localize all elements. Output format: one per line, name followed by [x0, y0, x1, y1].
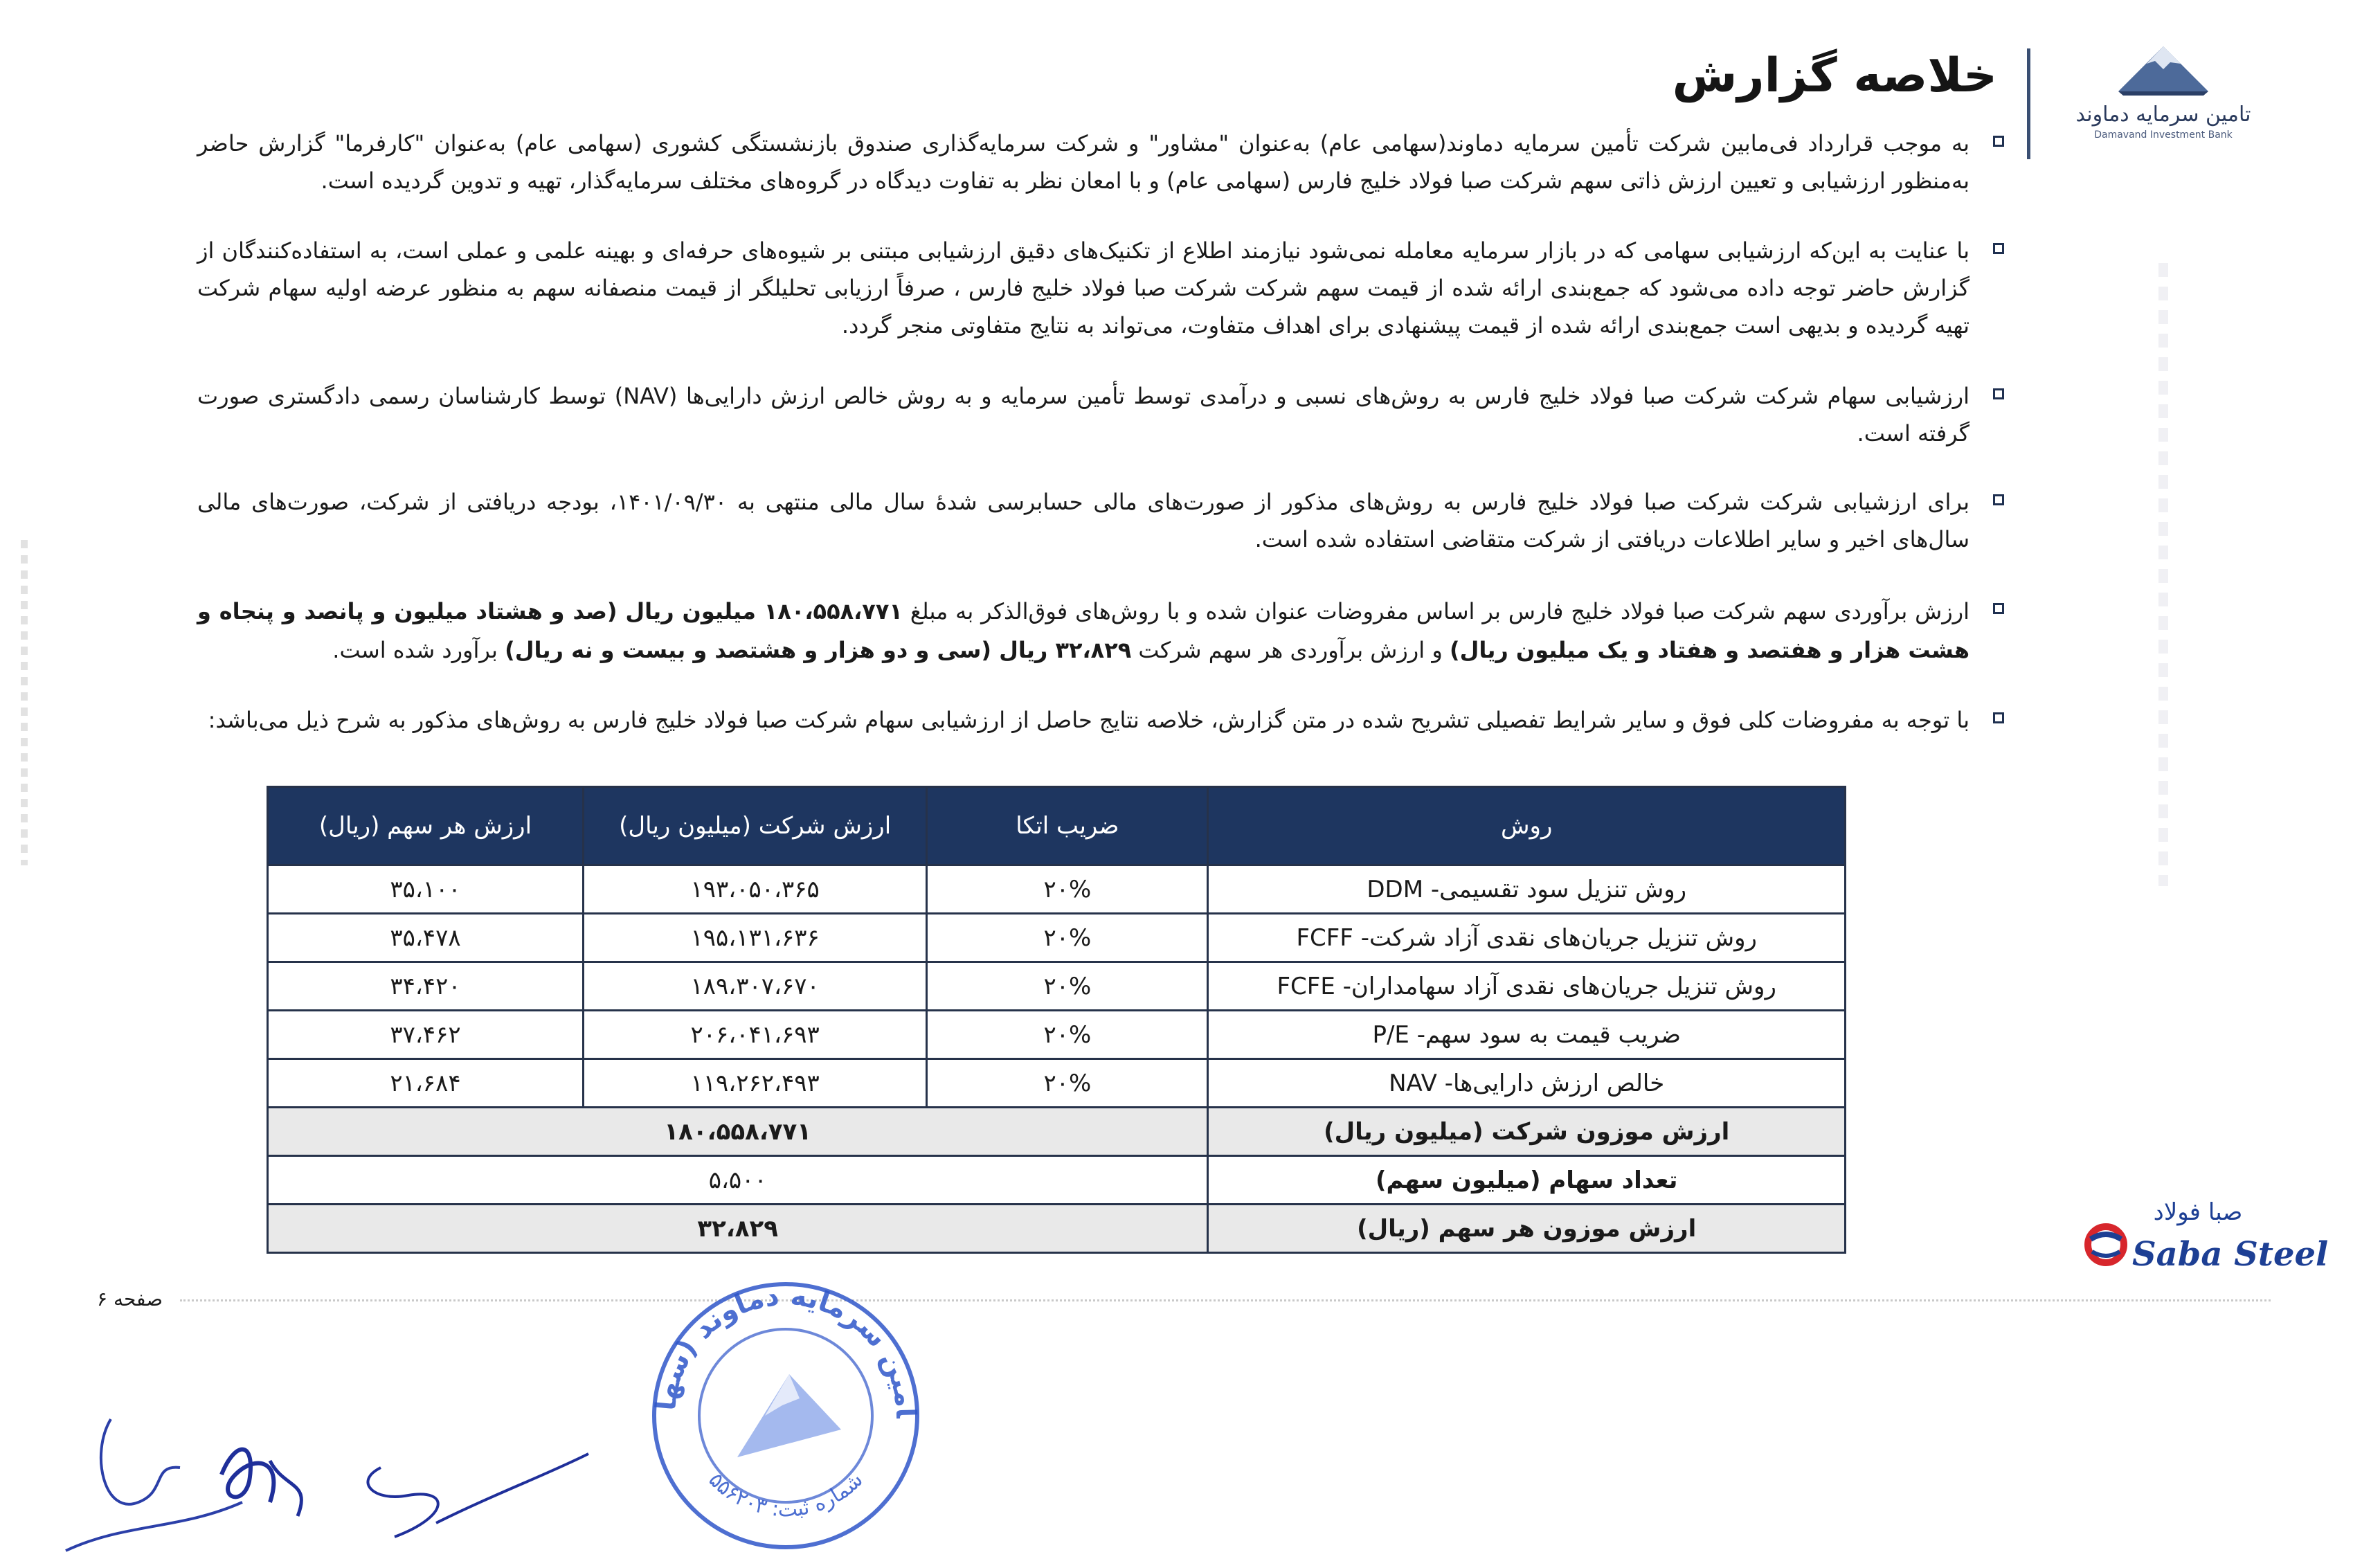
summary-row-share-count: [268, 1156, 1846, 1205]
summary-label: ارزش موزون هر سهم (ریال): [1208, 1205, 1846, 1253]
damavand-logo: [2059, 43, 2267, 141]
valuation-summary-table: [267, 786, 1846, 1254]
stamp-text: امین سرمایه دماوند (سها: [650, 1279, 922, 1419]
bullet-icon: [1993, 136, 2004, 147]
signatures: [62, 1398, 602, 1560]
svg-text:شماره ثبت: ۵۵۶۲۰۳: [703, 1468, 867, 1522]
header-share-value: ارزش هر سهم (ریال): [268, 787, 584, 865]
paragraph-methods: [197, 377, 1969, 452]
cell-weight: ۲۰%: [927, 865, 1208, 914]
cell-method: ضریب قیمت به سود سهم- P/E: [1208, 1011, 1846, 1059]
summary-row-weighted-company-value: [268, 1108, 1846, 1156]
cell-method: روش تنزیل سود تقسیمی- DDM: [1208, 865, 1846, 914]
summary-row-weighted-share-value: [268, 1205, 1846, 1253]
saba-steel-logo: [2084, 1191, 2329, 1281]
cell-weight: ۲۰%: [927, 962, 1208, 1011]
cell-weight: ۲۰%: [927, 914, 1208, 962]
valuation-text-1: ارزش برآوردی سهم شرکت صبا فولاد خلیج فارس بر اساس مفروضات عنوان شده و با روش‌های فوق‌الذکر به مبلغ: [902, 598, 1970, 624]
cell-weight: ۲۰%: [927, 1011, 1208, 1059]
valuation-per-share: ۳۲،۸۲۹ ریال (سی و دو هزار و هشتصد و بیست و نه ریال): [505, 637, 1132, 663]
cell-method: روش تنزیل جریان‌های نقدی آزاد سهامداران- FCFE: [1208, 962, 1846, 1011]
paragraph-sources: [197, 483, 1969, 558]
background-watermark: [2153, 263, 2174, 886]
header-company-value: ارزش شرکت (میلیون ریال): [583, 787, 926, 865]
company-stamp: [633, 1256, 938, 1564]
valuation-text-3: برآورد شده است.: [332, 637, 505, 663]
cell-share-value: ۳۵،۱۰۰: [268, 865, 584, 914]
table-row: [268, 1011, 1846, 1059]
page-title: خلاصه گزارش: [1672, 48, 1997, 103]
summary-value: ۱۸۰،۵۵۸،۷۷۱: [268, 1108, 1208, 1156]
cell-company-value: ۱۹۵،۱۳۱،۶۳۶: [583, 914, 926, 962]
summary-label: تعداد سهام (میلیون سهم): [1208, 1156, 1846, 1205]
bullet-icon: [1993, 603, 2004, 614]
paragraph-text: با توجه به مفروضات کلی فوق و سایر شرایط تفصیلی تشریح شده در متن گزارش، خلاصه نتایج حاصل از ارزشیابی سهام شرکت صبا فولاد خلیج فارس به روش‌های مذکور به شرح ذیل می‌باشد:: [208, 707, 1969, 733]
cell-method: خالص ارزش دارایی‌ها- NAV: [1208, 1059, 1846, 1108]
bullet-icon: [1993, 243, 2004, 254]
header-method: روش: [1208, 787, 1846, 865]
paragraph-text: با عنایت به این‌که ارزشیابی سهامی که در بازار سرمایه معامله نمی‌شود نیازمند اطلاع از تکنیک‌های دقیق ارزشیابی مبتنی بر شیوه‌های حرفه‌ای و بهینه علمی و عملی است، به استفاده‌کنندگان از گزارش حاضر توجه داده می‌شود که جمع‌بندی ارائه شده از قیمت سهم شرکت شرکت صبا فولاد خلیج فارس ، صرفاً ارزیابی تحلیلگر از قیمت منصفانه سهم به منظور عرضه اولیه سهام شرکت تهیه گردیده و بدیهی است جمع‌بندی ارائه شده از قیمت پیشنهادی برای اهداف متفاوت، می‌تواند به نتایج متفاوتی منجر گردد.: [197, 237, 1969, 339]
summary-label: ارزش موزون شرکت (میلیون ریال): [1208, 1108, 1846, 1156]
valuation-text-2: و ارزش برآوردی هر سهم شرکت: [1131, 637, 1450, 663]
cell-method: روش تنزیل جریان‌های نقدی آزاد شرکت- FCFF: [1208, 914, 1846, 962]
cell-share-value: ۳۷،۴۶۲: [268, 1011, 584, 1059]
cell-share-value: ۲۱،۶۸۴: [268, 1059, 584, 1108]
stamp-reg-number: شماره ثبت: ۵۵۶۲۰۳: [703, 1468, 868, 1522]
paragraph-text: به موجب قرارداد فی‌مابین شرکت تأمین سرمایه دماوند(سهامی عام) به‌عنوان "مشاور" و شرکت سرمایه‌گذاری صندوق بازنشستگی کشوری (سهامی عام) به‌عنوان "کارفرما" گزارش حاضر به‌منظور ارزشیابی و تعیین ارزش ذاتی سهم شرکت صبا فولاد خلیج فارس (سهامی عام) و با امعان نظر به تفاوت دیدگاه در گروه‌های مختلف سرمایه‌گذار، تهیه و تدوین گردیده است.: [197, 130, 1969, 194]
logo-name-fa: تامین سرمایه دماوند: [2075, 102, 2251, 127]
cell-company-value: ۱۹۳،۰۵۰،۳۶۵: [583, 865, 926, 914]
cell-company-value: ۲۰۶،۰۴۱،۶۹۳: [583, 1011, 926, 1059]
paragraph-text: برای ارزشیابی شرکت شرکت صبا فولاد خلیج فارس به روش‌های مذکور از صورت‌های مالی حسابرسی شدهٔ سال مالی منتهی به ۱۴۰۱/۰۹/۳۰، بودجه دریافتی از شرکت، صورت‌های مالی سال‌های اخیر و سایر اطلاعات دریافتی از شرکت متقاضی استفاده شده است.: [197, 489, 1970, 552]
table-row: [268, 1059, 1846, 1108]
bullet-icon: [1993, 712, 2004, 723]
table-row: [268, 962, 1846, 1011]
cell-share-value: ۳۵،۴۷۸: [268, 914, 584, 962]
table-header-row: [268, 787, 1846, 865]
stamp-seal-icon: [633, 1256, 938, 1561]
paragraph-summary-intro: [197, 701, 1969, 739]
paragraph-note: [197, 232, 1969, 344]
header-weight: ضریب اتکا: [927, 787, 1208, 865]
cell-company-value: ۱۱۹،۲۶۲،۴۹۳: [583, 1059, 926, 1108]
bullet-icon: [1993, 494, 2004, 505]
paragraph-valuation: [197, 592, 1969, 669]
signature-icon: [62, 1398, 602, 1558]
bullet-icon: [1993, 388, 2004, 399]
saba-name-en: Saba Steel: [2132, 1235, 2329, 1274]
table-row: [268, 914, 1846, 962]
cell-company-value: ۱۸۹،۳۰۷،۶۷۰: [583, 962, 926, 1011]
table-row: [268, 865, 1846, 914]
valuation-amount: ۱۸۰،۵۵۸،۷۷۱ میلیون ریال (صد و هشتاد میلیون و پانصد و پنجاه و هشت هزار و هفتصد و هفتاد و یک میلیون ریال): [197, 598, 1969, 663]
footer-divider: [180, 1299, 2271, 1301]
saba-name-fa: صبا فولاد: [2153, 1198, 2243, 1226]
logo-name-en: Damavand Investment Bank: [2094, 129, 2233, 141]
summary-value: ۳۲،۸۲۹: [268, 1205, 1208, 1253]
saba-steel-icon: [2084, 1191, 2329, 1281]
cell-share-value: ۳۴،۴۲۰: [268, 962, 584, 1011]
mountain-logo-icon: [2115, 43, 2212, 98]
page-number: صفحه ۶: [97, 1288, 163, 1310]
header-divider: [2027, 48, 2030, 159]
summary-value: ۵،۵۰۰: [268, 1156, 1208, 1205]
margin-watermark: [14, 540, 35, 865]
cell-weight: ۲۰%: [927, 1059, 1208, 1108]
paragraph-text: ارزشیابی سهام شرکت شرکت صبا فولاد خلیج فارس به روش‌های نسبی و درآمدی توسط تأمین سرمایه و به روش خالص ارزش دارایی‌ها (NAV) توسط کارشناسان رسمی دادگستری صورت گرفته است.: [197, 383, 1970, 447]
paragraph-contract: [197, 125, 1969, 199]
